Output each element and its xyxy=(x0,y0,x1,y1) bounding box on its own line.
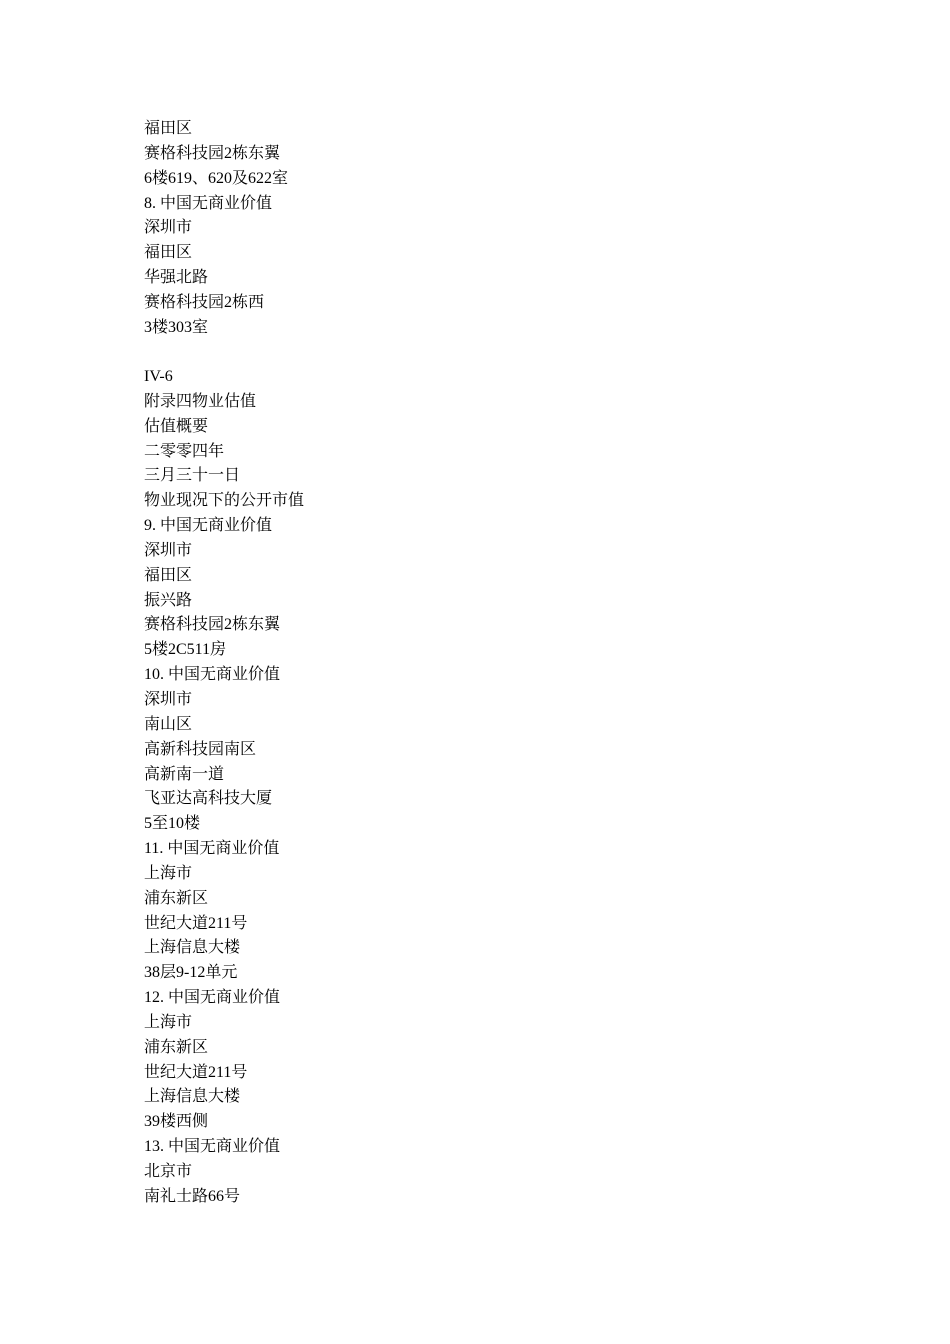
text-line: 浦东新区 xyxy=(144,889,209,907)
text-line: 上海市 xyxy=(144,1013,193,1031)
text-line: 南礼士路66号 xyxy=(144,1187,241,1205)
text-line: 振兴路 xyxy=(144,591,193,609)
text-line: 13. 中国无商业价值 xyxy=(144,1138,281,1156)
text-line: 北京市 xyxy=(144,1163,193,1180)
text-line: 世纪大道211号 xyxy=(144,1063,248,1081)
text-line: 福田区 xyxy=(144,120,193,137)
text-line: 9. 中国无商业价值 xyxy=(144,517,273,535)
text-line: 10. 中国无商业价值 xyxy=(144,666,281,684)
text-line: 5楼2C511房 xyxy=(144,641,227,659)
text-line: 物业现况下的公开市值 xyxy=(144,492,305,510)
text-line: 上海信息大楼 xyxy=(144,1088,241,1106)
page-marker: IV-6 xyxy=(144,368,173,385)
text-line: 39楼西侧 xyxy=(144,1113,209,1131)
text-line: 深圳市 xyxy=(144,690,193,708)
text-line: 二零零四年 xyxy=(144,442,225,460)
text-line: 8. 中国无商业价值 xyxy=(144,194,273,212)
text-section-1 xyxy=(144,117,288,341)
text-line: 华强北路 xyxy=(144,269,209,287)
section-heading: 估值概要 xyxy=(144,417,209,435)
text-line: 38层9-12单元 xyxy=(144,964,238,982)
text-line: 福田区 xyxy=(144,244,193,262)
text-line: 11. 中国无商业价值 xyxy=(144,840,280,858)
text-section-2 xyxy=(144,365,304,1210)
text-line: 南山区 xyxy=(144,715,193,733)
text-line: 上海市 xyxy=(144,864,193,882)
text-line: 浦东新区 xyxy=(144,1038,209,1056)
text-line: 6楼619、620及622室 xyxy=(144,169,289,187)
text-line: 赛格科技园2栋东翼 xyxy=(144,144,281,162)
text-line: 三月三十一日 xyxy=(144,467,241,485)
text-line: 高新南一道 xyxy=(144,765,225,783)
text-line: 3楼303室 xyxy=(144,318,209,336)
appendix-title: 附录四物业估值 xyxy=(144,392,257,410)
text-line: 赛格科技园2栋东翼 xyxy=(144,616,281,634)
text-line: 赛格科技园2栋西 xyxy=(144,293,265,311)
text-line: 高新科技园南区 xyxy=(144,740,257,758)
text-line: 深圳市 xyxy=(144,541,193,559)
text-line: 世纪大道211号 xyxy=(144,914,248,932)
text-line: 12. 中国无商业价值 xyxy=(144,989,281,1007)
text-line: 深圳市 xyxy=(144,219,193,237)
text-line: 飞亚达高科技大厦 xyxy=(144,790,273,808)
text-line: 上海信息大楼 xyxy=(144,939,241,957)
text-line: 5至10楼 xyxy=(144,815,201,833)
text-line: 福田区 xyxy=(144,566,193,584)
